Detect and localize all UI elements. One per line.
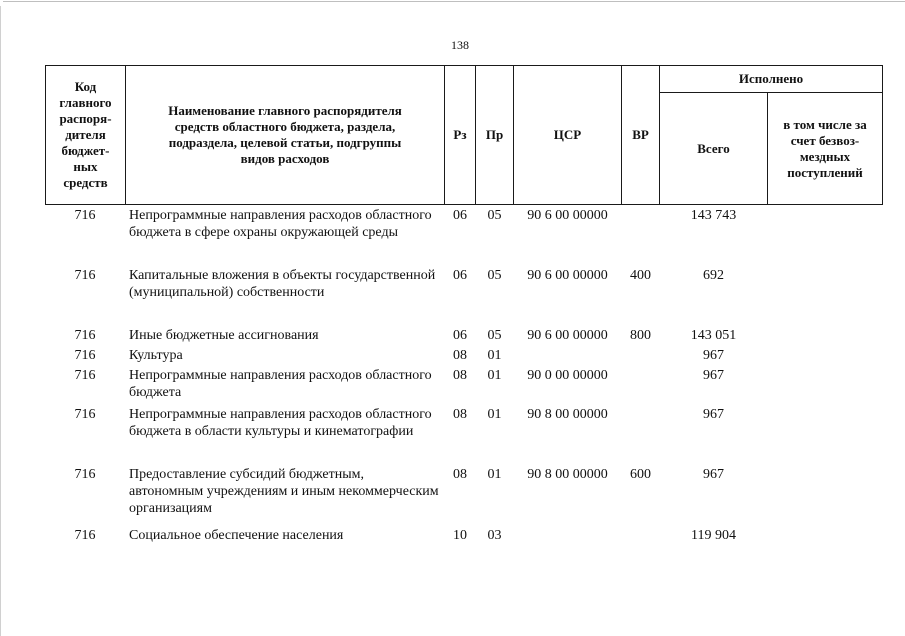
header-name-line: средств областного бюджета, раздела, <box>174 119 396 134</box>
header-free-line: счет безвоз- <box>790 132 860 148</box>
page-top-edge <box>3 1 905 2</box>
row-total: 967 <box>703 368 724 383</box>
row-total: 143 743 <box>690 208 737 223</box>
row-code: 716 <box>74 208 96 223</box>
header-code-line: средств <box>63 175 108 190</box>
header-free-line: в том числе за <box>783 116 867 132</box>
row-code: 716 <box>74 407 96 422</box>
page-number: 138 <box>451 38 469 52</box>
row-name: Непрограммные направления расходов областного бюджета в области культуры и кинематографии <box>129 407 432 439</box>
row-name: Культура <box>129 348 183 363</box>
row-rz: 08 <box>453 467 467 482</box>
header-name-line: видов расходов <box>240 151 330 166</box>
row-code: 716 <box>74 368 96 383</box>
row-code: 716 <box>74 467 96 482</box>
row-rz: 06 <box>453 328 467 343</box>
row-code: 716 <box>74 528 96 543</box>
row-csr: 90 6 00 00000 <box>527 328 608 343</box>
row-pr: 05 <box>487 208 502 223</box>
row-name: Социальное обеспечение населения <box>129 528 344 543</box>
row-total: 692 <box>703 268 724 283</box>
row-csr: 90 6 00 00000 <box>527 268 608 283</box>
row-pr: 05 <box>487 328 502 343</box>
header-code-line: Код <box>74 79 97 94</box>
row-pr: 01 <box>487 368 502 383</box>
row-csr: 90 8 00 00000 <box>527 467 608 482</box>
row-pr: 01 <box>487 467 502 482</box>
header-pr <box>476 66 513 204</box>
row-vr: 800 <box>630 328 651 343</box>
header-vr-label: ВР <box>632 127 649 142</box>
row-name: Предоставление субсидий бюджетным, автономным учреждениям и иным некоммерческим организациям <box>129 467 439 516</box>
row-name: Непрограммные направления расходов областного бюджета в сфере охраны окружающей среды <box>129 208 432 240</box>
header-name-line: подраздела, целевой статьи, подгруппы <box>168 135 402 150</box>
row-csr: 90 6 00 00000 <box>527 208 608 223</box>
row-rz: 10 <box>453 528 467 543</box>
row-name: Капитальные вложения в объекты государственной (муниципальной) собственности <box>129 268 436 300</box>
row-code: 716 <box>74 328 96 343</box>
header-total <box>660 93 767 204</box>
header-csr-label: ЦСР <box>553 127 582 142</box>
row-pr: 01 <box>487 407 502 422</box>
row-vr: 600 <box>630 467 651 482</box>
header-bottom-border <box>45 204 883 205</box>
row-total: 967 <box>703 467 724 482</box>
page-left-edge <box>0 6 1 636</box>
header-rz <box>445 66 475 204</box>
row-total: 143 051 <box>690 328 737 343</box>
row-vr: 400 <box>630 268 651 283</box>
row-code: 716 <box>74 268 96 283</box>
row-rz: 06 <box>453 208 467 223</box>
row-pr: 01 <box>487 348 502 363</box>
header-executed <box>660 66 882 92</box>
header-line <box>882 65 883 205</box>
row-csr: 90 0 00 00000 <box>527 368 608 383</box>
header-csr <box>514 66 621 204</box>
row-rz: 08 <box>453 368 467 383</box>
header-executed-label: Исполнено <box>738 71 804 86</box>
header-rz-label: Рз <box>453 127 467 142</box>
header-code <box>46 66 125 204</box>
row-csr: 90 8 00 00000 <box>527 407 608 422</box>
row-total: 119 904 <box>691 528 736 543</box>
row-total: 967 <box>703 348 724 363</box>
row-rz: 08 <box>453 348 467 363</box>
row-rz: 08 <box>453 407 467 422</box>
header-code-line: ных <box>73 159 98 174</box>
header-code-line: бюджет- <box>61 143 110 158</box>
row-name: Иные бюджетные ассигнования <box>129 328 319 343</box>
row-pr: 03 <box>487 528 502 543</box>
header-name <box>126 66 444 204</box>
header-vr <box>622 66 659 204</box>
header-free-line: мездных <box>799 148 851 164</box>
header-code-line: дителя <box>65 127 106 142</box>
header-free <box>768 93 882 204</box>
header-name-line: Наименование главного распорядителя <box>168 103 402 118</box>
row-total: 967 <box>703 407 724 422</box>
row-pr: 05 <box>487 268 502 283</box>
row-code: 716 <box>74 348 96 363</box>
header-pr-label: Пр <box>485 127 504 142</box>
row-name: Непрограммные направления расходов областного бюджета <box>129 368 432 400</box>
header-free-line: поступлений <box>787 164 863 180</box>
row-rz: 06 <box>453 268 467 283</box>
header-code-line: главного <box>59 95 112 110</box>
header-total-label: Всего <box>697 140 730 156</box>
header-code-line: распоря- <box>59 111 112 126</box>
